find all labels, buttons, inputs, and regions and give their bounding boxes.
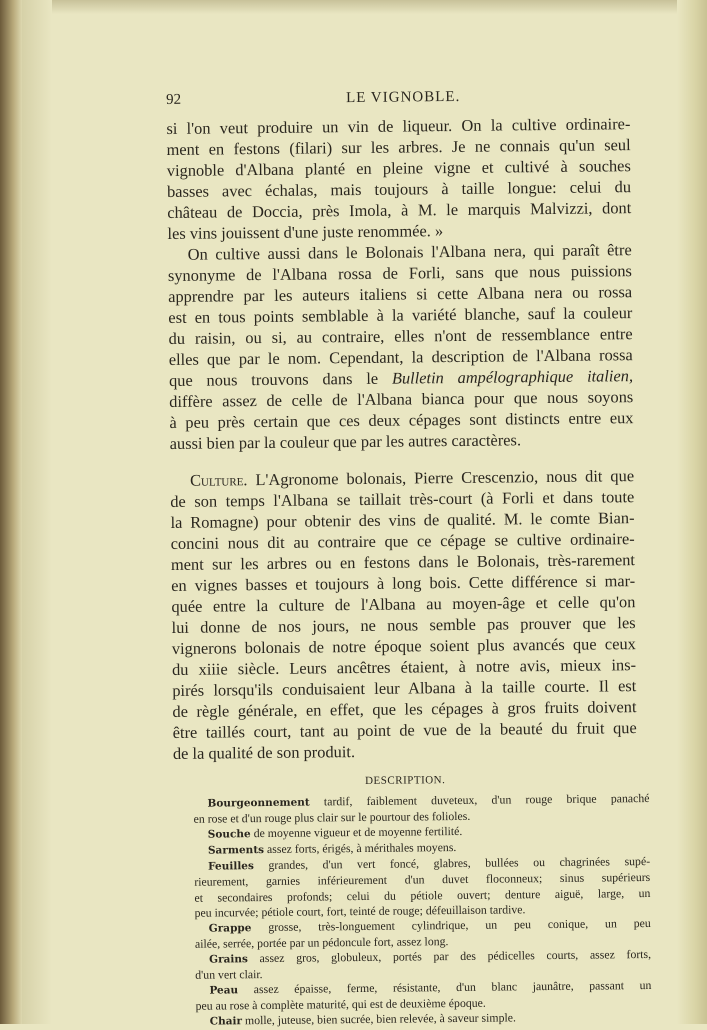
text-line: du xiiie siècle. Leurs ancêtres étaient, à notre avis, mieux ins- [171,655,637,679]
text-line: ment sur les arbres ou en festons dans le Bolonais, très-rarement [170,550,636,574]
description-text: d'un vert clair. [195,967,263,982]
description-term: Peau [209,984,239,997]
description-text: grosse, très-longuement cylindrique, un peu conique, un peu [251,915,651,934]
text-line: la Romagne) pour obtenir des vins de qualité. M. le comte Bian- [170,508,635,532]
book-spine-gutter [0,0,22,1024]
text-line: diffère assez de celle de l'Albana bianca pour que nous soyons [169,387,634,411]
description-text: molle, juteuse, bien sucrée, bien relevée, à saveur simple. [241,1010,516,1028]
text-line: ment en festons (filari) sur les arbres. Je ne connais qu'un seul [166,135,631,159]
paragraph-2 [168,239,634,454]
description-heading: DESCRIPTION. [365,774,446,787]
italic-title: Bulletin ampélographique italien, [391,366,634,388]
running-header [166,87,630,118]
description-term: Chair [209,1015,243,1028]
description-text: assez gros, globuleux, portés par des pédicelles courts, assez forts, [247,946,652,966]
text-line: de la qualité de son produit. [172,742,356,763]
paragraph-1 [166,113,631,244]
text-line: château de Doccia, près Imola, à M. le marquis Malvizzi, dont [167,198,632,222]
description-text: assez épaisse, ferme, résistante, d'un blanc jaunâtre, passant un [238,978,652,997]
description-term: Feuilles [208,860,254,873]
page-number: 92 [166,91,182,108]
page-body [166,87,652,1030]
text-line: les vins jouissent d'une juste renommée. » [167,221,444,243]
description-text: de moyenne vigueur et de moyenne fertilité. [250,824,463,841]
text-line: être taillés court, tant au point de vue de la beauté du fruit que [172,718,637,742]
description-term: Souche [207,828,251,841]
text-line: du raisin, ou si, au contraire, elles n'ont de ressemblance entre [168,324,633,348]
text-span: que nous trouvons dans le [168,368,392,390]
description-text: et secondaires profonds; celui du pétiole ouvert; denture aiguë, large, un [194,885,651,905]
text-line: quée entre la culture de l'Albana au moyen-âge et celle qu'on [171,592,636,616]
text-line: de règle générale, en effet, que les cépages à gros fruits doivent [172,697,637,721]
description-term: Bourgeonnement [207,796,310,810]
description-text: tardif, faiblement duveteux, d'un rouge brique panaché [309,790,650,809]
paragraph-culture [170,465,637,764]
gutter-shadow [22,0,52,1024]
description-text: peu incurvée; pétiole court, fort, teinté de rouge; défeuillaison tardive. [194,901,526,920]
description-text: grandes, d'un vert foncé, glabres, bullées ou chagrinées supé- [253,854,651,873]
description-term: Grappe [208,921,252,935]
text-line: pirés lorsqu'ils conduisaient leur Albana à la taille courte. Il est [172,676,637,700]
text-line: à peu près certain que ces deux cépages sont distincts entre eux [169,408,634,432]
page-edge [677,0,707,1024]
text-line: est en tous points semblable à la variété blanche, sauf la couleur [168,303,633,327]
text-line: en vignes basses et toujours à long bois. Cette différence si mar- [171,571,636,595]
description-section [193,791,651,1030]
text-line: On cultive aussi dans le Bolonais l'Albana nera, qui paraît être [187,240,632,264]
text-line: si l'on veut produire un vin de liqueur. On la cultive ordinaire- [166,114,631,138]
description-term: Grains [209,953,248,966]
text-line: concini nous dit au contraire que ce cépage se cultive ordinaire- [170,529,635,553]
text-line: synonyme de l'Albana rossa de Forli, sans que nous puissions [167,261,632,285]
description-text: en rose et d'un rouge plus clair sur le pourtour des folioles. [193,808,471,826]
text-line: lui donne de nos jours, ne nous semble pas prouver que les [171,613,636,637]
description-text: rieurement, garnies inférieurement d'un duvet floconneux; sinus supérieurs [194,870,651,890]
text-line: basses avec échalas, mais toujours à taille longue: celui du [166,177,632,201]
description-text: ailée, serrée, portée par un pédoncule fort, assez long. [194,933,449,951]
section-label: Culture. [189,470,248,490]
page-top-shadow [0,0,707,14]
description-text: assez forts, érigés, à mérithales moyens. [263,840,457,857]
description-term: Sarments [207,844,265,857]
running-title: LE VIGNOBLE. [345,88,461,107]
text-line: vignoble d'Albana planté en pleine vigne et cultivé à souches [166,156,631,180]
text-line: vignerons bolonais de notre époque soient plus avancés que ceux [171,634,636,658]
description-text: peu au rose à complète maturité, qui est de deuxième époque. [195,995,486,1013]
text-line: aussi bien par la couleur que par les autres caractères. [169,430,522,453]
text-span: L'Agronome bolonais, Pierre Crescenzio, nous dit que [247,466,635,490]
text-line: elles que par le nom. Cependant, la description de l'Albana rossa [168,345,633,369]
text-line: apprendre par les auteurs italiens si cette Albana nera ou rossa [168,282,633,306]
text-line: de son temps l'Albana se taillait très-court (à Forli et dans toute [170,487,635,511]
description-line [196,1009,652,1030]
